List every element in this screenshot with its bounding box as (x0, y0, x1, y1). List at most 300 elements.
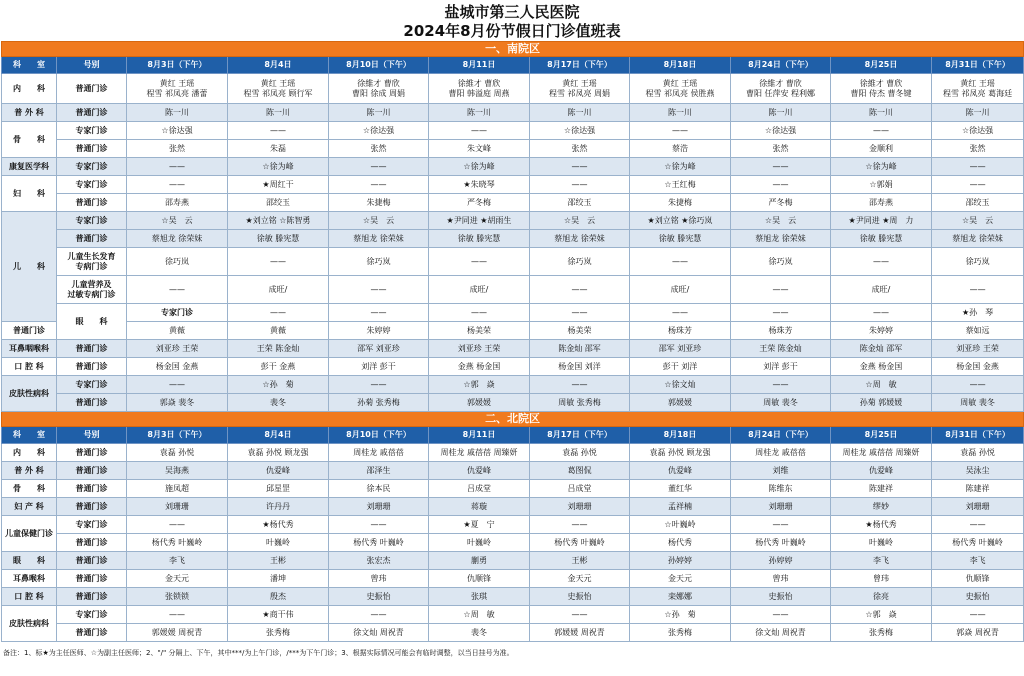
doctor-cell: ☆孙 菊 (228, 376, 329, 394)
header-date: 8月3日（下午） (127, 427, 228, 444)
doctor-cell: 金顺利 (831, 140, 932, 158)
doctor-cell: 陈一川 (831, 104, 932, 122)
doctor-cell: 金天元 (127, 570, 228, 588)
doctor-cell: —— (731, 606, 831, 624)
doctor-cell: —— (329, 176, 429, 194)
doctor-cell: 葛图侃 (530, 462, 630, 480)
doctor-cell: 刘洋 彭干 (329, 358, 429, 376)
clinic-type-cell: 儿童营养及 过敏专病门诊 (57, 276, 127, 304)
doctor-cell: 吴泳尘 (932, 462, 1024, 480)
header-date: 8月11日 (429, 57, 530, 74)
doctor-cell: —— (530, 276, 630, 304)
doctor-cell: —— (429, 248, 530, 276)
doctor-cell: 袁磊 孙悦 顾龙强 (228, 444, 329, 462)
doctor-cell: 徐維才 曹欣 曹阳 任萍安 程利娜 (731, 74, 831, 104)
doctor-cell: —— (228, 304, 329, 322)
clinic-type-cell: 普通门诊 (57, 194, 127, 212)
doctor-cell: ☆徐为峰 (228, 158, 329, 176)
doctor-cell: 陈一川 (228, 104, 329, 122)
dept-cell: 耳鼻喉科 (2, 570, 57, 588)
doctor-cell: ★刘立铭 ★徐巧岚 (630, 212, 731, 230)
doctor-cell: 郭媛媛 (429, 394, 530, 412)
table-row (2, 588, 1024, 606)
header-date: 8月4日 (228, 57, 329, 74)
dept-cell: 妇 产 科 (2, 498, 57, 516)
doctor-cell: 邱星罡 (228, 480, 329, 498)
doctor-cell: 蒯勇 (429, 552, 530, 570)
doctor-cell: —— (831, 248, 932, 276)
doctor-cell: 邵军 刘亚珍 (630, 340, 731, 358)
doctor-cell: ★商干伟 (228, 606, 329, 624)
doctor-cell: 彭干 刘洋 (630, 358, 731, 376)
clinic-type-cell: 专家门诊 (127, 304, 228, 322)
doctor-cell: 彭干 金燕 (228, 358, 329, 376)
doctor-cell: 徐巧岚 (530, 248, 630, 276)
doctor-cell: —— (731, 304, 831, 322)
doctor-cell: 王荣 陈金灿 (228, 340, 329, 358)
header-date: 8月18日 (630, 57, 731, 74)
doctor-cell: 杨金国 刘洋 (530, 358, 630, 376)
doctor-cell: 孙婷婷 (630, 552, 731, 570)
doctor-cell: 张宏杰 (329, 552, 429, 570)
doctor-cell: 王荣 陈金灿 (731, 340, 831, 358)
doctor-cell: 刘维 (731, 462, 831, 480)
doctor-cell: 郭媛媛 周祝青 (530, 624, 630, 642)
doctor-cell: 孙菊 张秀梅 (329, 394, 429, 412)
doctor-cell: —— (932, 176, 1024, 194)
doctor-cell: —— (329, 304, 429, 322)
doctor-cell: 蒋璇 (429, 498, 530, 516)
doctor-cell: 邵寿燕 (127, 194, 228, 212)
doctor-cell: 邵绞玉 (530, 194, 630, 212)
clinic-type-cell: 普通门诊 (57, 140, 127, 158)
doctor-cell: —— (630, 304, 731, 322)
doctor-cell: 张然 (127, 140, 228, 158)
doctor-cell: —— (731, 176, 831, 194)
header-date: 8月24日（下午） (731, 427, 831, 444)
doctor-cell: ★尹同进 ★胡雨生 (429, 212, 530, 230)
doctor-cell: ☆徐为峰 (429, 158, 530, 176)
table-row (2, 122, 1024, 140)
doctor-cell: —— (530, 176, 630, 194)
doctor-cell: 许丹丹 (228, 498, 329, 516)
doctor-cell: —— (630, 248, 731, 276)
doctor-cell: 刘珊珊 (932, 498, 1024, 516)
doctor-cell: 杨美荣 (530, 322, 630, 340)
doctor-cell: 仇爱峰 (429, 462, 530, 480)
doctor-cell: 仇顺锋 (932, 570, 1024, 588)
doctor-cell: 仇爱峰 (831, 462, 932, 480)
doctor-cell: 蔡如远 (932, 322, 1024, 340)
clinic-type-cell: 普通门诊 (57, 340, 127, 358)
header-date: 8月3日（下午） (127, 57, 228, 74)
doctor-cell: ☆徐文灿 (630, 376, 731, 394)
table-row (2, 248, 1024, 276)
table-row (2, 230, 1024, 248)
doctor-cell: ☆徐达强 (530, 122, 630, 140)
doctor-cell: 李飞 (932, 552, 1024, 570)
doctor-cell: ☆徐为峰 (630, 158, 731, 176)
dept-cell: 内 科 (2, 74, 57, 104)
doctor-cell: 周敏 裴冬 (932, 394, 1024, 412)
doctor-cell: 张然 (731, 140, 831, 158)
table-row (2, 394, 1024, 412)
doctor-cell: 徐巧岚 (127, 248, 228, 276)
doctor-cell: 董红华 (630, 480, 731, 498)
doctor-cell: 徐維才 曹欣 曹阳 韩溢庭 周燕 (429, 74, 530, 104)
doctor-cell: ☆徐达强 (731, 122, 831, 140)
doctor-cell: 郭媛媛 周祝青 (127, 624, 228, 642)
doctor-cell: 金天元 (530, 570, 630, 588)
doctor-cell: —— (932, 376, 1024, 394)
doctor-cell: ★尹同进 ★周 力 (831, 212, 932, 230)
doctor-cell: 张秀梅 (630, 624, 731, 642)
clinic-type-cell: 普通门诊 (57, 480, 127, 498)
doctor-cell: 袁磊 孙悦 (127, 444, 228, 462)
doctor-cell: 杨代秀 叶巍岭 (530, 534, 630, 552)
doctor-cell: —— (731, 516, 831, 534)
doctor-cell: ☆叶巍岭 (630, 516, 731, 534)
doctor-cell: 徐敏 滕宪慧 (630, 230, 731, 248)
doctor-cell: —— (329, 376, 429, 394)
doctor-cell: 施凤超 (127, 480, 228, 498)
doctor-cell: ☆徐达强 (329, 122, 429, 140)
clinic-type-cell: 普通门诊 (57, 394, 127, 412)
doctor-cell: —— (228, 248, 329, 276)
table-row (2, 376, 1024, 394)
clinic-type-cell: 普通门诊 (57, 104, 127, 122)
doctor-cell: 李飞 (831, 552, 932, 570)
doctor-cell: 张然 (329, 140, 429, 158)
doctor-cell: —— (932, 516, 1024, 534)
table-row (2, 552, 1024, 570)
doctor-cell: 袁磊 孙悦 (530, 444, 630, 462)
table-row (2, 322, 1024, 340)
doctor-cell: —— (530, 158, 630, 176)
doctor-cell: —— (329, 606, 429, 624)
doctor-cell: 张然 (530, 140, 630, 158)
doctor-cell: 郭媛媛 (630, 394, 731, 412)
table-row (2, 358, 1024, 376)
doctor-cell: —— (932, 158, 1024, 176)
doctor-cell: —— (630, 122, 731, 140)
doctor-cell: 叶巍岭 (228, 534, 329, 552)
doctor-cell: 徐敏 滕宪慧 (831, 230, 932, 248)
doctor-cell: 蔡旭龙 徐荣妹 (530, 230, 630, 248)
doctor-cell: 袁磊 孙悦 (932, 444, 1024, 462)
table-row (2, 194, 1024, 212)
doctor-cell: 刘珊珊 (329, 498, 429, 516)
doctor-cell: 陈维东 (731, 480, 831, 498)
doctor-cell: 潘坤 (228, 570, 329, 588)
doctor-cell: 缪妙 (831, 498, 932, 516)
doctor-cell: —— (127, 376, 228, 394)
header-date: 8月17日（下午） (530, 57, 630, 74)
section-title: 一、南院区 (2, 42, 1024, 57)
doctor-cell: 黄红 王瑶 程雪 祁凤亮 周娟 (530, 74, 630, 104)
doctor-cell: 黄薇 (228, 322, 329, 340)
doctor-cell: 徐巧岚 (731, 248, 831, 276)
doctor-cell: 仇爱峰 (228, 462, 329, 480)
doctor-cell: ★朱晓琴 (429, 176, 530, 194)
doctor-cell: 叶巍岭 (831, 534, 932, 552)
doctor-cell: 蔡旭龙 徐荣妹 (127, 230, 228, 248)
doctor-cell: 黄红 王瑶 程雪 祁凤亮 葛海廷 (932, 74, 1024, 104)
clinic-type-cell: 专家门诊 (57, 376, 127, 394)
column-header-row (2, 427, 1024, 444)
doctor-cell: —— (932, 606, 1024, 624)
table-row (2, 498, 1024, 516)
clinic-type-cell: 普通门诊 (57, 624, 127, 642)
doctor-cell: 邵寿燕 (831, 194, 932, 212)
doctor-cell: 黄红 王瑶 程雪 祁凤亮 顾行军 (228, 74, 329, 104)
doctor-cell: —— (127, 276, 228, 304)
doctor-cell: 曾玮 (831, 570, 932, 588)
clinic-type-cell: 专家门诊 (57, 158, 127, 176)
doctor-cell: 裴冬 (228, 394, 329, 412)
doctor-cell: 陈一川 (127, 104, 228, 122)
clinic-type-cell: 普通门诊 (57, 588, 127, 606)
header-date: 8月10日（下午） (329, 427, 429, 444)
table-row (2, 104, 1024, 122)
table-row (2, 624, 1024, 642)
doctor-cell: 杨代秀 叶巍岭 (932, 534, 1024, 552)
doctor-cell: ☆徐为峰 (831, 158, 932, 176)
header-dept: 科 室 (2, 57, 57, 74)
doctor-cell: 徐文灿 周祝青 (329, 624, 429, 642)
table-row (2, 140, 1024, 158)
doctor-cell: ☆周 敏 (429, 606, 530, 624)
doctor-cell: 周桂龙 戚蓓蓓 (329, 444, 429, 462)
clinic-type-cell: 普通门诊 (57, 74, 127, 104)
doctor-cell: 陈一川 (630, 104, 731, 122)
dept-cell: 骨 科 (2, 122, 57, 158)
header-date: 8月25日 (831, 427, 932, 444)
doctor-cell: —— (530, 304, 630, 322)
doctor-cell: 朱捷梅 (329, 194, 429, 212)
doctor-cell: 张然 (932, 140, 1024, 158)
doctor-cell: 徐亮 (831, 588, 932, 606)
doctor-cell: —— (329, 276, 429, 304)
doctor-cell: 孙婷婷 (731, 552, 831, 570)
dept-cell: 皮肤性病科 (2, 606, 57, 642)
dept-cell: 口 腔 科 (2, 358, 57, 376)
doctor-cell: —— (530, 376, 630, 394)
header-date: 8月17日（下午） (530, 427, 630, 444)
clinic-type-cell: 普通门诊 (57, 230, 127, 248)
table-row (2, 212, 1024, 230)
doctor-cell: ☆郭 焱 (429, 376, 530, 394)
doctor-cell: —— (228, 122, 329, 140)
doctor-cell: 陈金灿 邵军 (831, 340, 932, 358)
dept-cell: 康复医学科 (2, 158, 57, 176)
clinic-type-cell: 专家门诊 (57, 516, 127, 534)
doctor-cell: 黄薇 (127, 322, 228, 340)
doctor-cell: ☆周 敏 (831, 376, 932, 394)
header-date: 8月10日（下午） (329, 57, 429, 74)
doctor-cell: 史振怡 (329, 588, 429, 606)
doctor-cell: 张秀梅 (831, 624, 932, 642)
doctor-cell: 徐本民 (329, 480, 429, 498)
duty-schedule-table (1, 41, 1024, 642)
doctor-cell: 仇顺锋 (429, 570, 530, 588)
header-date: 8月31日（下午） (932, 427, 1024, 444)
section-bar (2, 42, 1024, 57)
doctor-cell: ☆吴 云 (127, 212, 228, 230)
table-row (2, 304, 1024, 322)
doctor-cell: —— (731, 376, 831, 394)
table-row (2, 444, 1024, 462)
doctor-cell: 张锁锁 (127, 588, 228, 606)
doctor-cell: 邵绞玉 (228, 194, 329, 212)
table-row (2, 534, 1024, 552)
doctor-cell: 徐維才 曹欣 曹阳 徐成 周娟 (329, 74, 429, 104)
doctor-cell: ★杨代秀 (831, 516, 932, 534)
doctor-cell: —— (429, 304, 530, 322)
clinic-type-cell: 专家门诊 (57, 122, 127, 140)
doctor-cell: 孟祥楠 (630, 498, 731, 516)
doctor-cell: 朱文峰 (429, 140, 530, 158)
dept-cell: 儿 科 (2, 212, 57, 322)
doctor-cell: ★周红干 (228, 176, 329, 194)
clinic-type-cell: 普通门诊 (57, 534, 127, 552)
doctor-cell: 刘亚珍 王荣 (932, 340, 1024, 358)
doctor-cell: —— (530, 516, 630, 534)
doctor-cell: 黄红 王瑶 程雪 祁凤亮 潘蕾 (127, 74, 228, 104)
doctor-cell: —— (127, 158, 228, 176)
doctor-cell: 陈一川 (429, 104, 530, 122)
doctor-cell: 成旺/ (630, 276, 731, 304)
doctor-cell: 成旺/ (831, 276, 932, 304)
section-title: 二、北院区 (2, 412, 1024, 427)
doctor-cell: 张秀梅 (228, 624, 329, 642)
clinic-type-cell: 普通门诊 (57, 498, 127, 516)
doctor-cell: 吴海燕 (127, 462, 228, 480)
column-header-row (2, 57, 1024, 74)
footnote: 备注：1、标★为主任医师、☆为副主任医师；2、"/" 分隔上、下午，其中***/为上午门诊，/***为下午门诊；3、根据实际情况可能会有临时调整，以当日挂号为准。 (3, 649, 514, 657)
hospital-name: 盐城市第三人民医院 (444, 3, 580, 21)
table-row (2, 74, 1024, 104)
doctor-cell: 金燕 杨金国 (831, 358, 932, 376)
doctor-cell: ☆郭娟 (831, 176, 932, 194)
doctor-cell: 吕成堂 (530, 480, 630, 498)
doctor-cell: 王彬 (530, 552, 630, 570)
doctor-cell: 曾玮 (329, 570, 429, 588)
doctor-cell: 蔡浩 (630, 140, 731, 158)
clinic-type-cell: 专家门诊 (57, 606, 127, 624)
doctor-cell: 周敏 裴冬 (731, 394, 831, 412)
doctor-cell: 陈一川 (530, 104, 630, 122)
doctor-cell: 刘珊珊 (731, 498, 831, 516)
header-date: 8月31日（下午） (932, 57, 1024, 74)
doctor-cell: 刘洋 彭干 (731, 358, 831, 376)
doctor-cell: 陈建祥 (831, 480, 932, 498)
doctor-cell: 史振怡 (731, 588, 831, 606)
clinic-type-cell: 儿童生长发育 专病门诊 (57, 248, 127, 276)
doctor-cell: —— (127, 516, 228, 534)
doctor-cell: —— (530, 606, 630, 624)
doctor-cell: 徐文灿 周祝青 (731, 624, 831, 642)
doctor-cell: ☆徐达强 (932, 122, 1024, 140)
header-dept: 科 室 (2, 427, 57, 444)
doctor-cell: 朱捷梅 (630, 194, 731, 212)
doctor-cell: ☆吴 云 (731, 212, 831, 230)
schedule-title: 2024年8月份节假日门诊值班表 (403, 22, 621, 40)
table-row (2, 570, 1024, 588)
table-row (2, 176, 1024, 194)
doctor-cell: 栾娜娜 (630, 588, 731, 606)
dept-cell: 普 外 科 (2, 104, 57, 122)
doctor-cell: 刘亚珍 王荣 (127, 340, 228, 358)
header-date: 8月24日（下午） (731, 57, 831, 74)
doctor-cell: 陈一川 (932, 104, 1024, 122)
doctor-cell: —— (831, 122, 932, 140)
doctor-cell: 裴冬 (429, 624, 530, 642)
header-date: 8月11日 (429, 427, 530, 444)
doctor-cell: 朱婷婷 (831, 322, 932, 340)
doctor-cell: 杨代秀 叶巍岭 (127, 534, 228, 552)
doctor-cell: ☆徐达强 (127, 122, 228, 140)
doctor-cell: 周敏 张秀梅 (530, 394, 630, 412)
doctor-cell: 杨代秀 (630, 534, 731, 552)
clinic-type-cell: 普通门诊 (57, 358, 127, 376)
doctor-cell: 周桂龙 戚蓓蓓 (731, 444, 831, 462)
doctor-cell: 仇爱峰 (630, 462, 731, 480)
doctor-cell: 成旺/ (429, 276, 530, 304)
doctor-cell: ☆吴 云 (329, 212, 429, 230)
clinic-type-cell: 普通门诊 (57, 570, 127, 588)
doctor-cell: ☆孙 菊 (630, 606, 731, 624)
clinic-type-cell: 专家门诊 (57, 176, 127, 194)
doctor-cell: 史振怡 (932, 588, 1024, 606)
dept-cell: 骨 科 (2, 480, 57, 498)
doctor-cell: 蔡旭龙 徐荣妹 (329, 230, 429, 248)
dept-cell: 皮肤性病科 (2, 376, 57, 412)
doctor-cell: 徐敏 滕宪慧 (429, 230, 530, 248)
doctor-cell: ☆吴 云 (932, 212, 1024, 230)
doctor-cell: 成旺/ (228, 276, 329, 304)
table-row (2, 480, 1024, 498)
clinic-type-cell: 普通门诊 (57, 462, 127, 480)
doctor-cell: 蔡旭龙 徐荣妹 (731, 230, 831, 248)
doctor-cell: ☆王红梅 (630, 176, 731, 194)
doctor-cell: 蔡旭龙 徐荣妹 (932, 230, 1024, 248)
table-row (2, 276, 1024, 304)
doctor-cell: —— (329, 158, 429, 176)
doctor-cell: 张琪 (429, 588, 530, 606)
doctor-cell: 朱婷婷 (329, 322, 429, 340)
header-date: 8月25日 (831, 57, 932, 74)
doctor-cell: 徐維才 曹欣 曹阳 侍杰 曹冬键 (831, 74, 932, 104)
dept-cell: 普 外 科 (2, 462, 57, 480)
doctor-cell: —— (932, 276, 1024, 304)
doctor-cell: 杨代秀 叶巍岭 (329, 534, 429, 552)
doctor-cell: —— (831, 304, 932, 322)
doctor-cell: 曾玮 (731, 570, 831, 588)
doctor-cell: 邵泽生 (329, 462, 429, 480)
doctor-cell: 朱磊 (228, 140, 329, 158)
doctor-cell: 金燕 杨金国 (429, 358, 530, 376)
header-type: 号别 (57, 427, 127, 444)
table-row (2, 606, 1024, 624)
doctor-cell: 刘珊珊 (530, 498, 630, 516)
doctor-cell: 孙菊 郭媛媛 (831, 394, 932, 412)
doctor-cell: —— (127, 176, 228, 194)
table-row (2, 516, 1024, 534)
doctor-cell: 徐巧岚 (329, 248, 429, 276)
doctor-cell: 杨珠芳 (630, 322, 731, 340)
doctor-cell: ★杨代秀 (228, 516, 329, 534)
